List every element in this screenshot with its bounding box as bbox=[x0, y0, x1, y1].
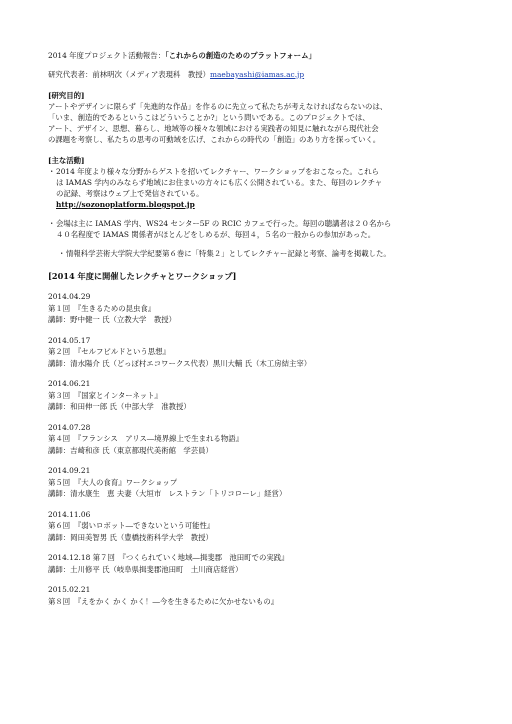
workshop-title: 第１回 『生きるための昆虫食』 bbox=[48, 303, 156, 313]
bullet-mark: ・ bbox=[48, 167, 56, 176]
activity-line: 会場は主に IAMAS 学内、WS24 センター5F の RCIC カフェで行った。毎回の聴講者は２０名から bbox=[56, 219, 392, 228]
workshop-entry bbox=[48, 335, 482, 370]
purpose-line: アート、デザイン、思想、暮らし、地域等の様々な領域における実践者の知見に触れながら現代社会 bbox=[48, 124, 379, 133]
bullet-mark: ・ bbox=[58, 249, 66, 258]
workshop-entry bbox=[48, 584, 482, 607]
purpose-line: の課題を考察し、私たちの思考の可動域を広げ、これからの時代の「創造」のあり方を探っていく。 bbox=[48, 135, 381, 144]
workshop-title: 第３回 『国家とインターネット』 bbox=[48, 390, 162, 400]
activity-line: の記録、考察はウェブ上で発信されている。 bbox=[56, 189, 204, 198]
workshop-title: 第６回 『弱いロボット―できないという可能性』 bbox=[48, 521, 215, 530]
workshop-title: 第８回 『えをかく かく かく！―今を生きるために欠かせないもの』 bbox=[48, 596, 279, 606]
purpose-line: 「いま、創造的であるというこはどういうことか?」という問いである。このプロジェクトでは、 bbox=[48, 113, 370, 122]
workshop-title: 第２回 『セルフビルドという思想』 bbox=[48, 347, 170, 356]
workshop-title: 第４回 『フランシス アリス―境界線上で生まれる物語』 bbox=[48, 434, 243, 443]
workshop-date: 2014.04.29 bbox=[48, 292, 91, 301]
workshop-date: 2014.05.17 bbox=[48, 335, 91, 345]
workshop-entry bbox=[48, 552, 482, 575]
workshop-entry bbox=[48, 291, 482, 326]
report-title-main: 「これからの創造のためのプラットフォーム」 bbox=[165, 51, 316, 60]
report-title-prefix: 2014 年度プロジェクト活動報告： bbox=[48, 51, 166, 60]
workshop-date: 2014.11.06 bbox=[48, 509, 91, 519]
activity-line: ４０名程度で IAMAS 関係者がほとんどをしめるが、毎回４，５名の一般からの参加があった。 bbox=[56, 230, 376, 239]
activity-line: 2014 年度より様々な分野からゲストを招いてレクチャー、ワークショップをおこなった。これら bbox=[56, 167, 380, 176]
activity-item-lectures bbox=[48, 166, 482, 210]
workshop-date: 2014.12.18 第７回 『つくられていく地域―揖斐郡 池田町での実践』 bbox=[48, 553, 289, 562]
workshop-lecturer: 講師：岡田美智男 氏（豊橋技術科学大学 教授） bbox=[48, 532, 213, 542]
workshop-entry bbox=[48, 465, 482, 500]
representative-line bbox=[48, 69, 482, 80]
report-title bbox=[48, 50, 482, 61]
workshop-list bbox=[48, 291, 482, 607]
workshop-lecturer: 講師：清水康生 恵 夫妻（大垣市 レストラン「トリコローレ」経営） bbox=[48, 489, 287, 498]
workshops-heading: [2014 年度に開催したレクチャとワークショップ] bbox=[48, 271, 237, 281]
workshop-entry bbox=[48, 422, 482, 457]
workshop-lecturer: 講師：清水陽介 氏（どっぽ村エコワークス代表）黒川大輔 氏（木工房結主宰） bbox=[48, 358, 312, 368]
workshop-date: 2014.06.21 bbox=[48, 379, 91, 388]
activity-item-venue bbox=[48, 218, 482, 240]
activity-line: は IAMAS 学内のみならず地域にお住まいの方々にも広く公開されている。また、毎回のレクチャ bbox=[56, 178, 383, 187]
workshop-date: 2014.09.21 bbox=[48, 466, 91, 475]
bullet-mark: ・ bbox=[48, 219, 56, 228]
workshop-date: 2015.02.21 bbox=[48, 585, 91, 594]
workshop-entry bbox=[48, 509, 482, 544]
workshop-lecturer: 講師：吉崎和彦 氏（東京都現代美術館 学芸員） bbox=[48, 445, 213, 455]
workshop-lecturer: 講師：土川修平 氏（岐阜県揖斐郡池田町 土川商店経営） bbox=[48, 564, 243, 574]
email-link[interactable]: maebayashi@iamas.ac.jp bbox=[210, 70, 305, 79]
activity-line: 情報科学芸術大学院大学紀要第６巻に「特集２」としてレクチャー記録と考察、論考を掲載した。 bbox=[66, 249, 391, 258]
purpose-paragraph bbox=[48, 101, 482, 145]
blog-url-link[interactable]: http://sozonoplatform.blogspot.jp bbox=[56, 200, 195, 209]
workshop-entry bbox=[48, 378, 482, 413]
activity-item-bulletin bbox=[48, 248, 482, 259]
purpose-heading: [研究目的] bbox=[48, 91, 85, 100]
workshop-date: 2014.07.28 bbox=[48, 422, 91, 432]
activities-heading: [主な活動] bbox=[48, 156, 85, 165]
workshop-title: 第５回 『大人の食育』ワークショップ bbox=[48, 477, 178, 487]
workshop-lecturer: 講師：野中健一 氏（立教大学 教授） bbox=[48, 315, 176, 324]
purpose-line: アートやデザインに限らず「先進的な作品」を作るのに先立って私たちが考えなければならないのは、 bbox=[48, 102, 388, 111]
workshop-lecturer: 講師：和田伸一郎 氏（中部大学 准教授） bbox=[48, 402, 191, 411]
representative-label: 研究代表者：前林明次（メディア表現科 教授） bbox=[48, 70, 211, 79]
